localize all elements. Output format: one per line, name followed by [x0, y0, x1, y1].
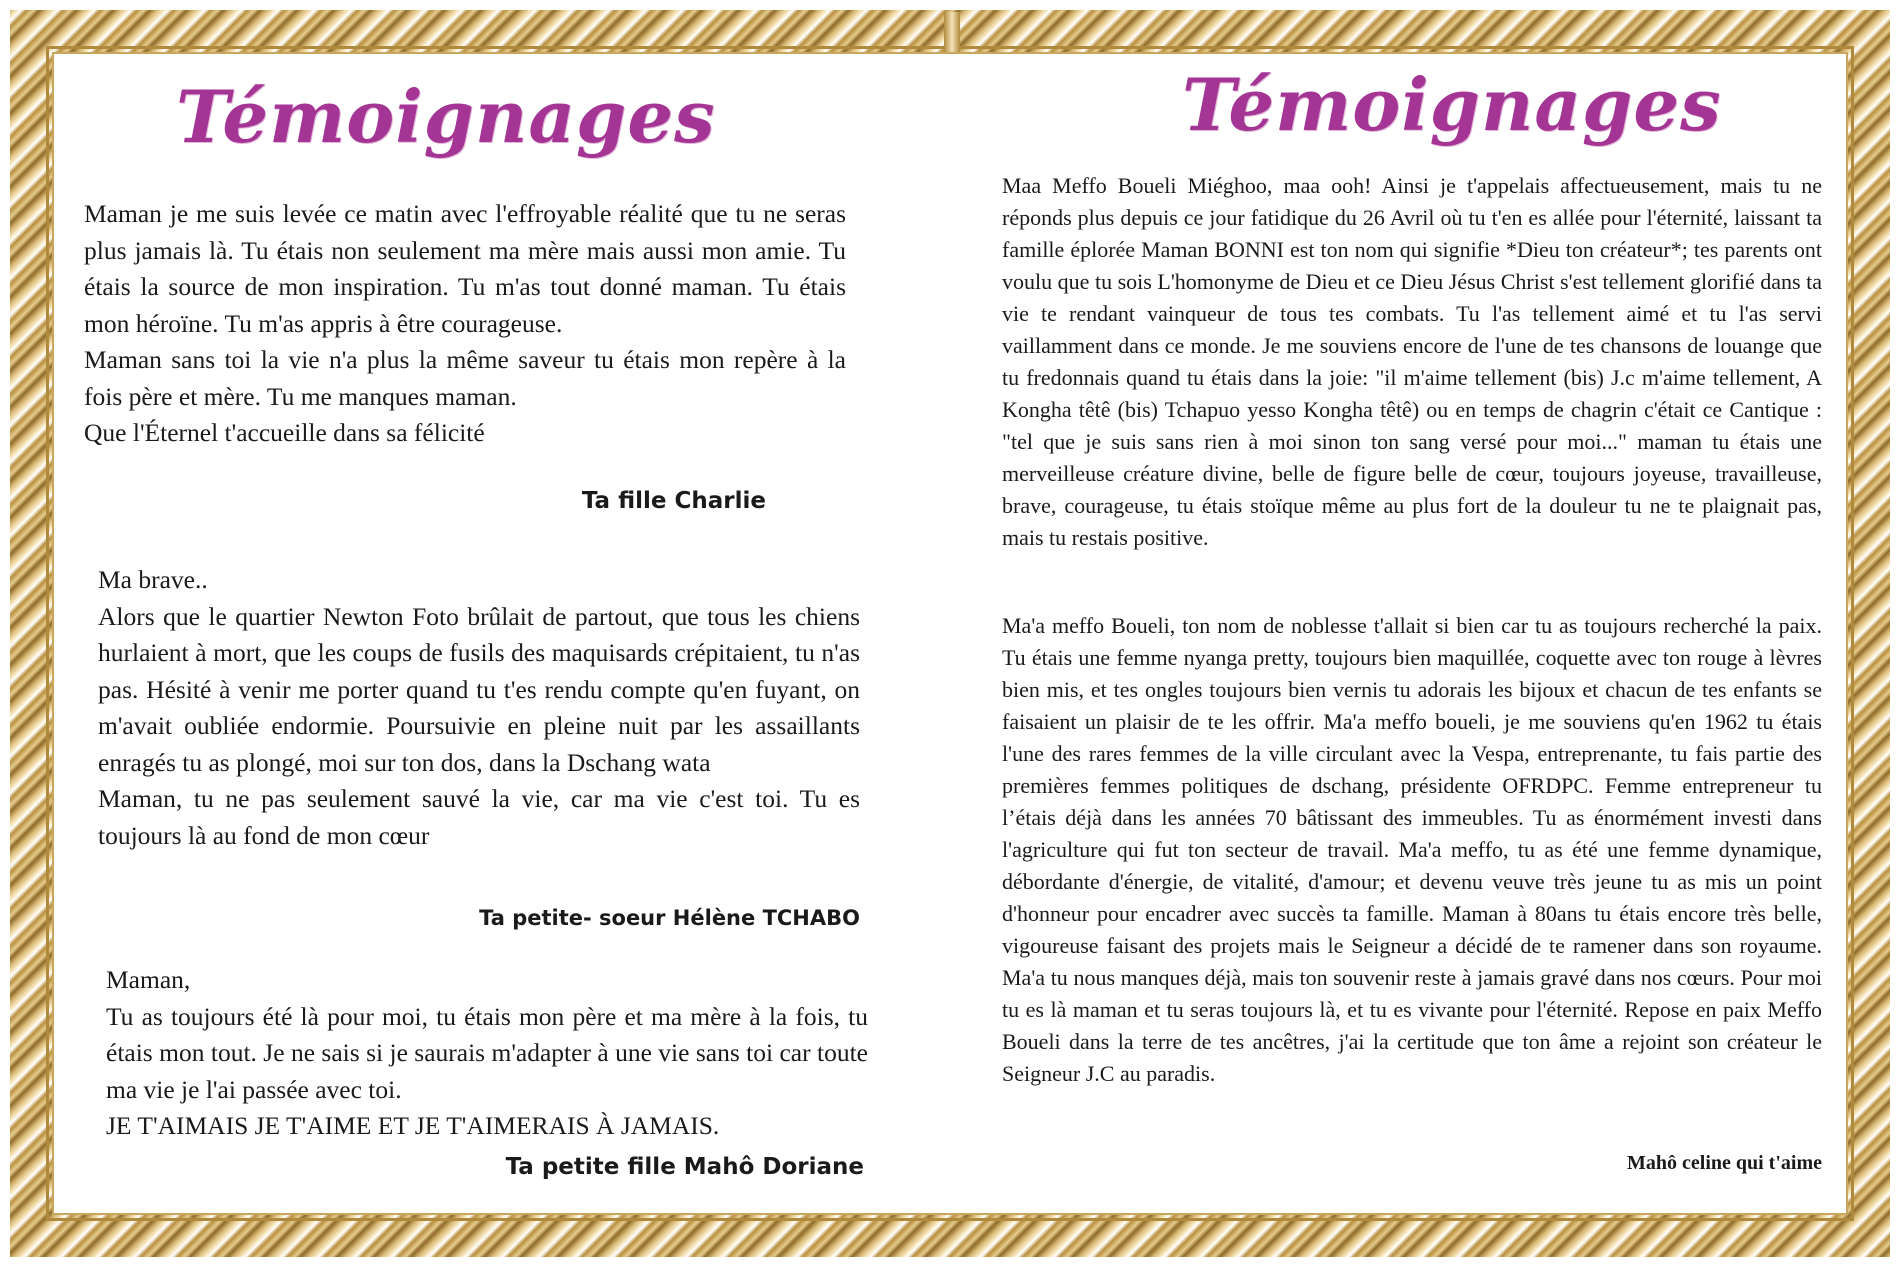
page-divider-ornament [944, 12, 960, 52]
left-page-heading: Témoignages [176, 74, 716, 159]
testimonial-paragraph: Tu as toujours été là pour moi, tu étais mon père et ma mère à la fois, tu étais mon tout. Je ne sais si je saurais m'adapter à une vie sans toi car toute ma vie je l'ai passée avec toi. [106, 1001, 868, 1104]
testimonial-paragraph: Maman, tu ne pas seulement sauvé la vie, car ma vie c'est toi. Tu es toujours là au fond de mon cœur [98, 784, 860, 850]
signature-charlie: Ta fille Charlie [581, 488, 766, 514]
testimonial-paragraph: Maman, [106, 965, 191, 994]
testimonial-paragraph: Maman je me suis levée ce matin avec l'effroyable réalité que tu ne seras plus jamais là. Tu étais non seulement ma mère mais aussi mon amie. Tu étais la source de mon inspiration. Tu m'as tout donné maman. Tu étais mon héroïne. Tu m'as appris à être courageuse. [84, 199, 846, 338]
testimonial-helene [98, 562, 860, 854]
right-page-heading: Témoignages [1182, 62, 1722, 147]
testimonial-paragraph: JE T'AIMAIS JE T'AIME ET JE T'AIMERAIS À JAMAIS. [106, 1111, 720, 1140]
testimonial-paragraph: Ma brave.. [98, 565, 208, 594]
testimonial-celine-paragraph-2: Ma'a meffo Boueli, ton nom de noblesse t'allait si bien car tu as toujours recherché la paix. Tu étais une femme nyanga pretty, toujours bien maquillée, coquette avec ton rouge à lèvres bien mis, et tes ongles toujours bien vernis tu adorais les bijoux et chacun de tes enfants se faisaient un plaisir de te les offrir. Ma'a meffo boueli, je me souviens qu'en 1962 tu étais l'une des rares femmes de la ville circulant avec la Vespa, entreprenante, tu fais partie des premières femmes politiques de dschang, présidente OFRDPC. Femme entrepreneur tu l’étais déjà dans les années 70 bâtissant des immeubles. Tu as énormément investi dans l'agriculture qui fut ton secteur de travail. Ma'a meffo, tu as été une femme dynamique, débordante d'énergie, de vitalité, d'amour; et devenu veuve très jeune tu as mis un point d'honneur pour encadrer avec succès ta famille. Maman à 80ans tu étais encore très belle, vigoureuse faisant des projets mais le Seigneur a décidé de te ramener dans son royaume. Ma'a tu nous manques déjà, mais ton souvenir reste à jamais gravé dans nos cœurs. Pour moi tu es là maman et tu seras toujours là, et tu es vivante pour l'éternité. Repose en paix Meffo Boueli dans la terre de tes ancêtres, j'ai la certitude que ton âme a rejoint son créateur le Seigneur J.C au paradis. [1002, 613, 1822, 1086]
testimonial-paragraph: Alors que le quartier Newton Foto brûlait de partout, que tous les chiens hurlaient à mort, que les coups de fusils des maquisards crépitaient, tu n'as pas. Hésité à venir me porter quand tu t'es rendu compte qu'en fuyant, on m'avait oubliée endormie. Poursuivie en pleine nuit par les assaillants enragés tu as plongé, moi sur ton dos, dans la Dschang wata [98, 601, 860, 777]
testimonial-celine-paragraph-1: Maa Meffo Boueli Miéghoo, maa ooh! Ainsi je t'appelais affectueusement, mais tu ne réponds plus depuis ce jour fatidique du 26 Avril où tu t'en es allée pour l'éternité, laissant ta famille éplorée Maman BONNI est ton nom qui signifie *Dieu ton créateur*; tes parents ont voulu que tu sois L'homonyme de Dieu et ce Dieu Jésus Christ s'est tellement glorifié dans ta vie te rendant vainqueur de tous tes combats. Tu l'as tellement aimé et tu l'as servi vaillamment dans ce monde. Je me souviens encore de l'une de tes chansons de louange que tu fredonnais quand tu étais dans la joie: "il m'aime tellement (bis) J.c m'aime tellement, A Kongha têtê (bis) Tchapuo yesso Kongha têtê) ou en temps de chagrin c'était ce Cantique : "tel que je suis sans rien à moi sinon ton sang versé pour moi..." maman tu étais une merveilleuse créature divine, belle de figure belle de cœur, toujours joyeuse, travailleuse, brave, courageuse, tu étais stoïque même au plus fort de la douleur tu ne te plaignait pas, mais tu restais positive. [1002, 173, 1822, 550]
signature-celine: Mahô celine qui t'aime [1627, 1152, 1822, 1174]
signature-helene: Ta petite- soeur Hélène TCHABO [479, 906, 860, 930]
testimonial-paragraph: Maman sans toi la vie n'a plus la même saveur tu étais mon repère à la fois père et mère. Tu me manques maman. [84, 345, 846, 411]
testimonial-charlie [84, 196, 846, 452]
testimonial-doriane [106, 962, 868, 1145]
signature-doriane: Ta petite fille Mahô Doriane [505, 1154, 864, 1180]
testimonial-paragraph: Que l'Éternel t'accueille dans sa félicité [84, 418, 485, 447]
